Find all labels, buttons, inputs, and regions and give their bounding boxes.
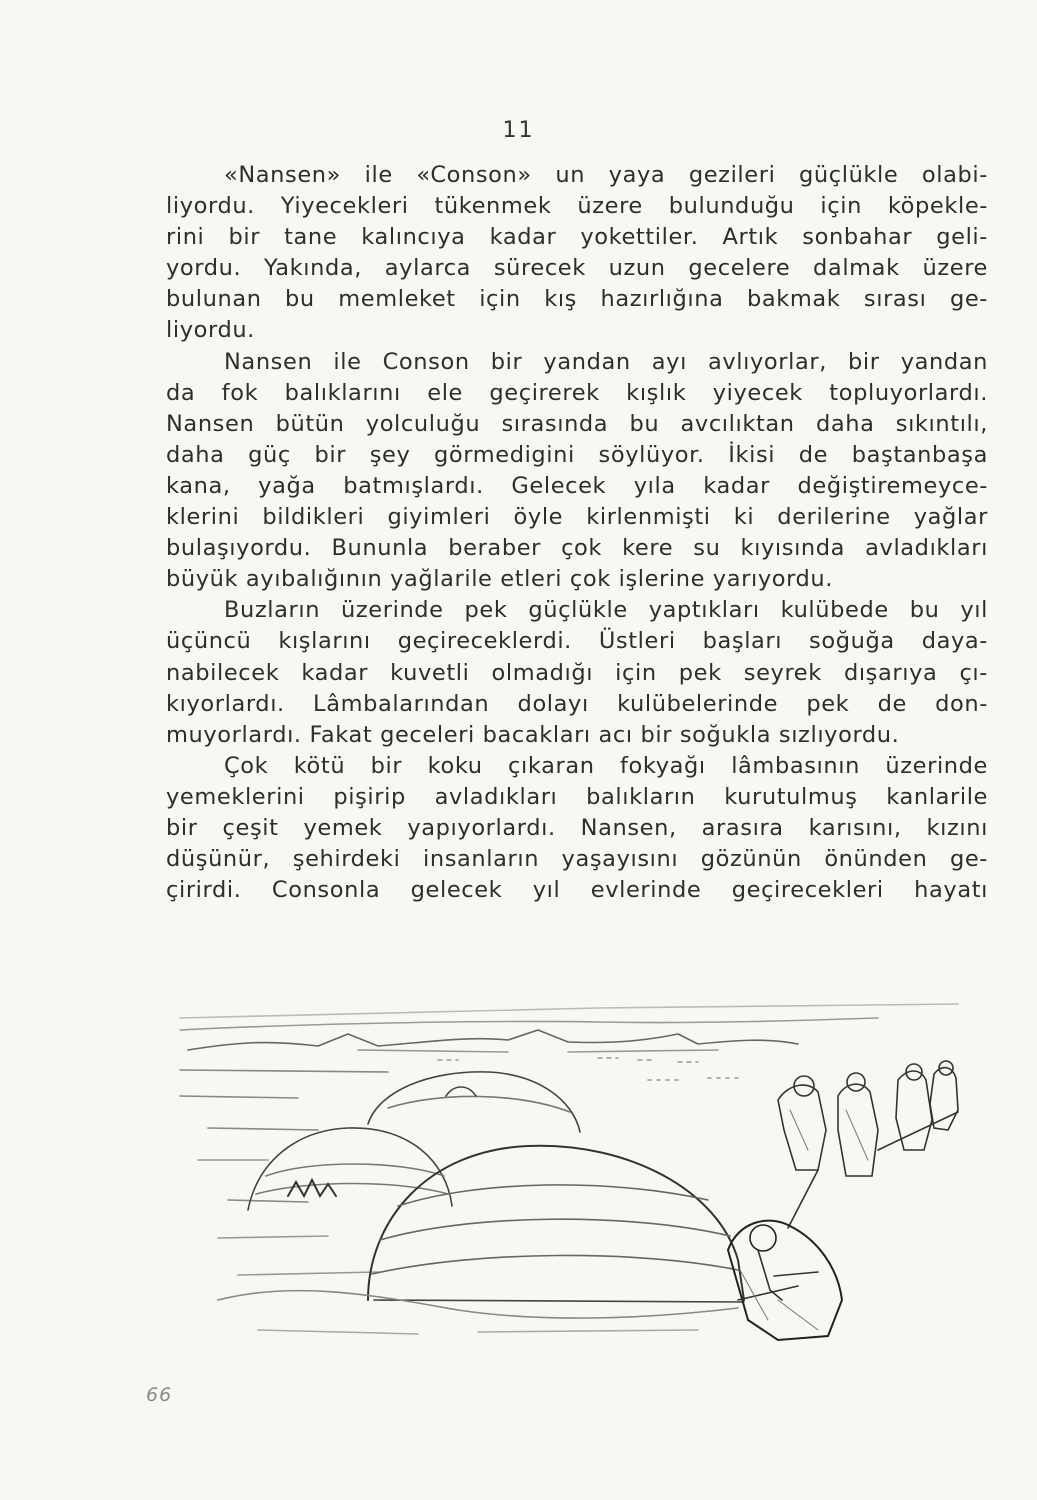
page-header-number: 11	[502, 118, 535, 143]
text-line: bulunan bu memleket için kış hazırlığına bakmak sırası ge-	[166, 286, 988, 313]
text-line: daha güç bir şey görmedigini söylüyor. İkisi de baştanbaşa	[166, 441, 988, 468]
text-line: «Nansen» ile «Conson» un yaya gezileri güçlükle olabi-	[224, 162, 988, 188]
text-line: büyük ayıbalığının yağlarile etleri çok işlerine yarıyordu.	[166, 566, 834, 593]
text-line: kana, yağa batmışlardı. Gelecek yıla kadar değiştiremeyce-	[166, 472, 988, 499]
text-line: muyorlardı. Fakat geceleri bacakları acı bir soğukla sızlıyordu.	[166, 721, 900, 748]
text-line: bir çeşit yemek yapıyorlardı. Nansen, arasıra karısını, kızını	[166, 814, 988, 841]
text-line: yemeklerini pişirip avladıkları balıkların kurutulmuş kanlarile	[166, 783, 988, 810]
igloo-illustration	[178, 1000, 986, 1345]
text-line: liyordu. Yiyecekleri tükenmek üzere bulunduğu için köpekle-	[166, 193, 988, 220]
text-line: liyordu.	[166, 317, 255, 344]
text-line: klerini bildikleri giyimleri öyle kirlenmişti ki derilerine yağlar	[166, 504, 988, 531]
text-line: Nansen bütün yolculuğu sırasında bu avcılıktan daha sıkıntılı,	[166, 410, 988, 437]
text-line: bulaşıyordu. Bununla beraber çok kere su kıyısında avladıkları	[166, 535, 988, 562]
text-line: yordu. Yakında, aylarca sürecek uzun gecelere dalmak üzere	[166, 255, 988, 282]
page-number: 66	[146, 1384, 173, 1406]
text-line: rini bir tane kalıncıya kadar yokettiler. Artık sonbahar geli-	[166, 224, 988, 251]
text-line: Çok kötü bir koku çıkaran fokyağı lâmbasının üzerinde	[224, 752, 988, 779]
text-line: Buzların üzerinde pek güçlükle yaptıkları kulübede bu yıl	[224, 597, 988, 624]
text-line: çirirdi. Consonla gelecek yıl evlerinde geçirecekleri hayatı	[166, 877, 988, 904]
body-text	[166, 160, 988, 906]
text-line: üçüncü kışlarını geçireceklerdi. Üstleri başları soğuğa daya-	[166, 628, 988, 655]
text-line: nabilecek kadar kuvetli olmadığı için pek seyrek dışarıya çı-	[166, 659, 988, 686]
text-line: da fok balıklarını ele geçirerek kışlık yiyecek topluyorlardı.	[166, 379, 988, 406]
text-line: düşünür, şehirdeki insanların yaşayısını gözünün önünden ge-	[166, 846, 988, 873]
text-line: Nansen ile Conson bir yandan ayı avlıyorlar, bir yandan	[224, 348, 988, 375]
text-line: kıyorlardı. Lâmbalarından dolayı kulübelerinde pek de don-	[166, 690, 988, 717]
